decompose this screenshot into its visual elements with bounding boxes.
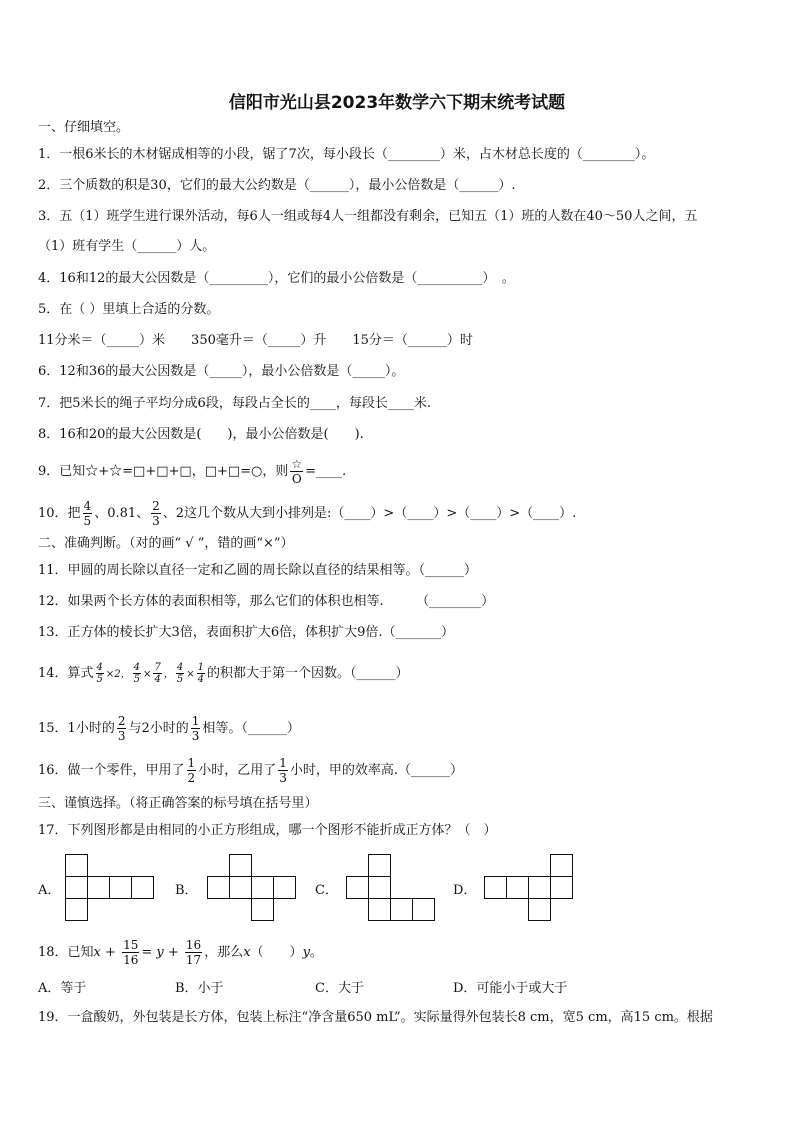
question-7: 7．把5米长的绳子平均分成6段，每段占全长的____，每段长____米. — [38, 396, 431, 411]
q14-fraction-4 — [176, 662, 184, 685]
q15-fraction-1 — [117, 714, 127, 743]
question-9 — [38, 457, 346, 486]
denominator: 5 — [96, 674, 103, 685]
denominator: 3 — [152, 514, 160, 528]
question-1: 1．一根6米长的木材锯成相等的小段，锯了7次，每小段长（________）米，占木材总长度的（________）。 — [38, 147, 655, 162]
numerator: 1 — [197, 662, 204, 673]
question-5: 5．在（ ）里填上合适的分数。 — [38, 302, 220, 317]
q10-fraction-2 — [151, 499, 161, 528]
denominator: 4 — [154, 674, 161, 685]
numerator: 4 — [176, 662, 184, 673]
q18-end: 。 — [309, 945, 323, 960]
q18-var-y: y — [302, 945, 310, 960]
q16-tail: 小时，甲的效率高.（______） — [289, 763, 463, 778]
q17-option-d-label: D． — [453, 883, 477, 898]
denominator: 5 — [83, 514, 92, 528]
q9-text: 9．已知☆+☆=□+□+□，□+□=○，则 — [38, 464, 289, 479]
q14-fraction-5 — [197, 662, 205, 685]
q17-option-c-label: C． — [315, 883, 338, 898]
denominator: 16 — [123, 953, 139, 967]
q14-comma: ， — [163, 669, 174, 680]
q16-mid: 小时，乙用了 — [198, 763, 277, 778]
q18-fraction-2 — [185, 938, 202, 967]
q16-text: 16．做一个零件，甲用了 — [38, 763, 185, 778]
q10-text: 10．把 — [38, 506, 81, 521]
question-15 — [38, 714, 300, 743]
numerator: 15 — [123, 938, 139, 952]
q16-fraction-1 — [187, 756, 197, 785]
q18-equals: = — [141, 945, 157, 960]
question-16 — [38, 756, 463, 785]
q18-option-c: C．大于 — [315, 981, 364, 996]
denominator: 17 — [185, 953, 202, 967]
question-3-line-2: （1）班有学生（______）人。 — [38, 239, 216, 254]
question-6: 6．12和36的最大公因数是（_____），最小公倍数是（_____）。 — [38, 364, 405, 379]
question-4: 4．16和12的最大公因数是（_________），它们的最小公倍数是（__________） 。 — [38, 271, 515, 286]
numerator: 2 — [152, 499, 160, 513]
denominator: 4 — [197, 674, 204, 685]
q18-text: 18．已知 — [38, 945, 94, 960]
q14-text: 14．算式 — [38, 666, 94, 681]
question-14 — [38, 662, 408, 685]
numerator: 1 — [187, 756, 196, 770]
question-18: 18．已知x + $\frac{15}{16}$ = y + $\frac{16}{17}$ ，那么x（ ）y。 — [38, 938, 323, 967]
question-8: 8．16和20的最大公因数是( )，最小公倍数是( ). — [38, 427, 364, 442]
q15-tail: 相等。（______） — [202, 721, 300, 736]
q14-fraction-3 — [153, 662, 161, 685]
numerator: 2 — [117, 714, 126, 728]
q17-net-d — [484, 854, 576, 922]
question-5-blanks: 11分米＝（_____）米 350毫升＝（_____）升 15分＝（______）时 — [38, 333, 473, 348]
q9-tail: =____. — [305, 464, 347, 479]
q18-var-x: x — [93, 945, 101, 960]
q17-option-a-label: A． — [38, 883, 61, 898]
section-heading-3: 三、谨慎选择。（将正确答案的标号填在括号里） — [38, 796, 318, 811]
q18-option-d: D．可能小于或大于 — [453, 981, 568, 996]
q18-var-y: y — [156, 945, 164, 960]
section-heading-2: 二、准确判断。（对的画“ √ ”，错的画“×”） — [38, 536, 294, 551]
q17-net-c — [346, 854, 438, 922]
q10-fraction-1 — [83, 499, 93, 528]
q18-option-b: B．小于 — [175, 981, 224, 996]
question-12: 12．如果两个长方体的表面积相等，那么它们的体积也相等. （________） — [38, 594, 495, 609]
denominator: 3 — [117, 729, 126, 743]
q18-blank: （ ） — [250, 945, 303, 960]
q14-term: ×2， — [105, 669, 131, 680]
question-11: 11．甲圆的周长除以直径一定和乙圆的周长除以直径的结果相等。（______） — [38, 563, 478, 578]
denominator: 5 — [176, 674, 184, 685]
numerator: 1 — [279, 756, 287, 770]
denominator: 2 — [187, 771, 196, 785]
q18-var-x: x — [243, 945, 251, 960]
q15-fraction-2 — [191, 714, 201, 743]
question-13: 13．正方体的棱长扩大3倍，表面积扩大6倍，体积扩大9倍.（_______） — [38, 625, 454, 640]
numerator: 4 — [96, 662, 103, 673]
q14-tail: 的积都大于第一个因数。（______） — [206, 666, 409, 681]
numerator: 4 — [83, 499, 92, 513]
question-2: 2．三个质数的积是30，它们的最大公约数是（______），最小公倍数是（______）. — [38, 178, 516, 193]
numerator: 4 — [133, 662, 141, 673]
page-title: 信阳市光山县2023年数学六下期末统考试题 — [228, 93, 566, 113]
denominator: 5 — [133, 674, 141, 685]
numerator: 7 — [154, 662, 161, 673]
q18-then: ，那么 — [204, 945, 244, 960]
q18-fraction-1 — [122, 938, 139, 967]
q14-times: × — [186, 669, 195, 680]
q10-tail: 、2这几个数从大到小排列是:（____）>（____）>（____）>（____）. — [162, 506, 577, 521]
q15-text: 15．1小时的 — [38, 721, 115, 736]
q10-mid: 、0.81、 — [94, 506, 150, 521]
q9-denominator: O — [291, 472, 302, 486]
q9-fraction — [290, 457, 303, 486]
section-heading-1: 一、仔细填空。 — [38, 120, 130, 135]
q18-option-a: A．等于 — [38, 981, 87, 996]
q16-fraction-2 — [278, 756, 288, 785]
q14-times: × — [143, 669, 152, 680]
q14-fraction-1 — [96, 662, 104, 685]
q9-numerator: ☆ — [291, 457, 303, 471]
denominator: 3 — [191, 729, 200, 743]
q14-fraction-2 — [133, 662, 141, 685]
q17-net-b — [207, 854, 299, 922]
q17-option-b-label: B． — [175, 883, 198, 898]
question-10 — [38, 499, 576, 528]
numerator: 1 — [191, 714, 200, 728]
q15-mid: 与2小时的 — [128, 721, 189, 736]
question-3-line-1: 3．五（1）班学生进行课外活动，每6人一组或每4人一组都没有剩余，已知五（1）班的人数在40～50人之间，五 — [38, 209, 698, 224]
q17-net-a — [65, 854, 157, 922]
question-17: 17．下列图形都是由相同的小正方形组成，哪一个图形不能折成正方体？（ ） — [38, 823, 497, 838]
question-19: 19．一盒酸奶，外包装是长方体，包装上标注“净含量650 mL”。实际量得外包装长8 cm，宽5 cm，高15 cm。根据 — [38, 1010, 713, 1025]
numerator: 16 — [185, 938, 202, 952]
denominator: 3 — [279, 771, 287, 785]
